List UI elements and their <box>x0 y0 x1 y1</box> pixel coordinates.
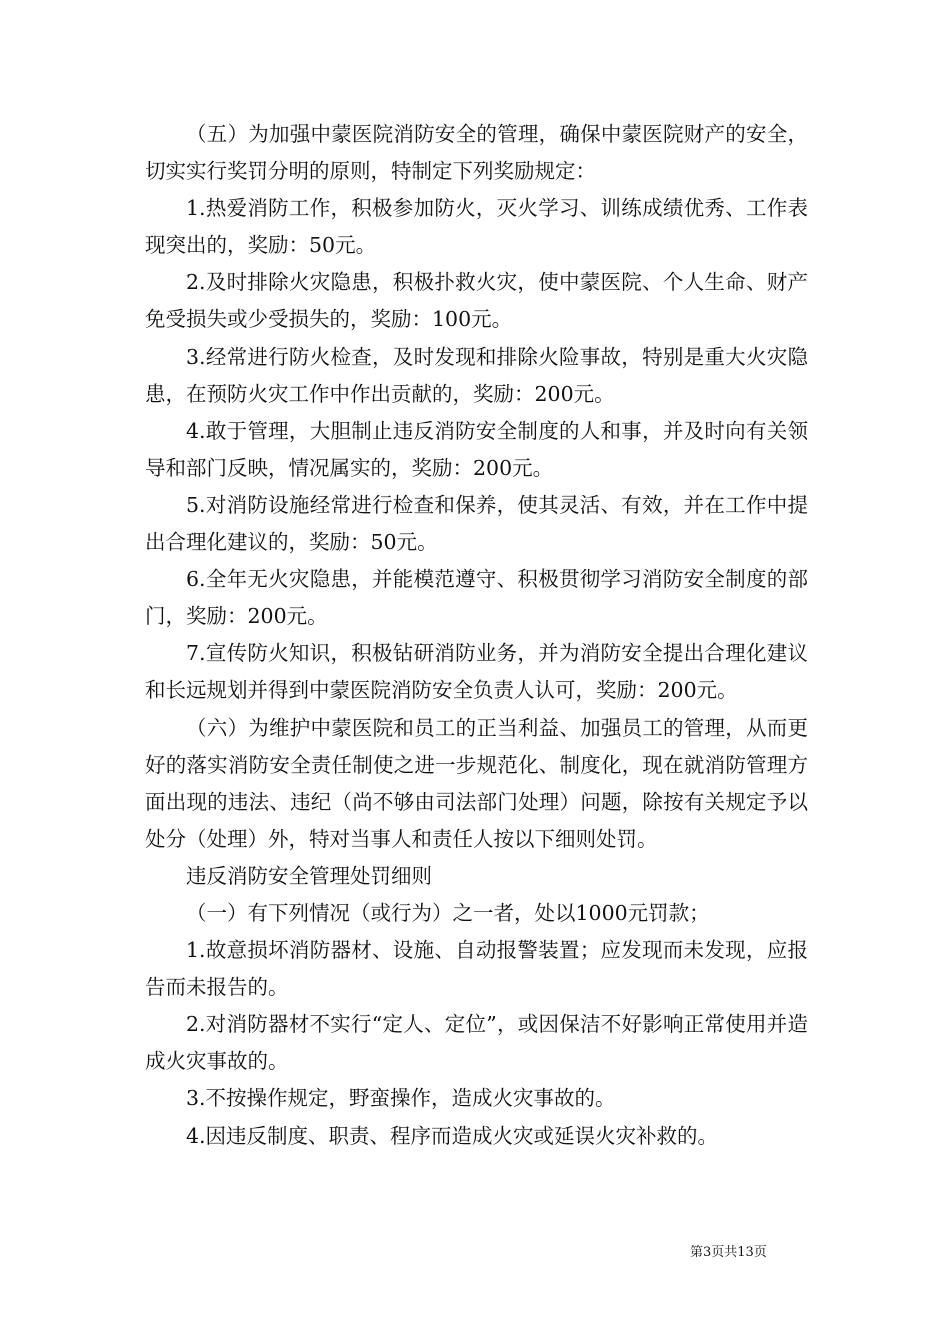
paragraph-reward-item-1: 1.热爱消防工作，积极参加防火，灭火学习、训练成绩优秀、工作表现突出的，奖励：50元。 <box>145 196 808 258</box>
paragraph-penalty-item-1: 1.故意损坏消防器材、设施、自动报警装置；应发现而未发现，应报告而未报告的。 <box>145 938 808 1000</box>
paragraph-penalty-clause-1: （一）有下列情况（或行为）之一者，处以1000元罚款； <box>186 900 710 925</box>
paragraph-section-5-intro: （五）为加强中蒙医院消防安全的管理，确保中蒙医院财产的安全，切实实行奖罚分明的原则，特制定下列奖励规定： <box>145 122 808 184</box>
paragraph-penalty-item-3: 3.不按操作规定，野蛮操作，造成火灾事故的。 <box>186 1086 616 1111</box>
document-body <box>145 116 808 1155</box>
paragraph-reward-item-7: 7.宣传防火知识，积极钻研消防业务，并为消防安全提出合理化建议和长远规划并得到中蒙医院消防安全负责人认可，奖励：200元。 <box>145 641 808 703</box>
paragraph-section-6-intro: （六）为维护中蒙医院和员工的正当利益、加强员工的管理，从而更好的落实消防安全责任制使之进一步规范化、制度化，现在就消防管理方面出现的违法、违纪（尚不够由司法部门处理）问题，除按有关规定予以处分（处理）外，特对当事人和责任人按以下细则处罚。 <box>145 715 808 851</box>
paragraph-reward-item-3: 3.经常进行防火检查，及时发现和排除火险事故，特别是重大火灾隐患，在预防火灾工作中作出贡献的，奖励：200元。 <box>145 344 808 406</box>
paragraph-penalty-item-4: 4.因违反制度、职责、程序而造成火灾或延误火灾补救的。 <box>186 1123 719 1148</box>
paragraph-penalty-item-2: 2.对消防器材不实行“定人、定位”，或因保洁不好影响正常使用并造成火灾事故的。 <box>145 1012 808 1074</box>
paragraph-reward-item-6: 6.全年无火灾隐患，并能模范遵守、积极贯彻学习消防安全制度的部门，奖励：200元。 <box>145 567 808 629</box>
page-number-footer: 第3页共13页 <box>690 1245 767 1260</box>
paragraph-reward-item-2: 2.及时排除火灾隐患，积极扑救火灾，使中蒙医院、个人生命、财产免受损失或少受损失的，奖励：100元。 <box>145 270 808 332</box>
paragraph-reward-item-5: 5.对消防设施经常进行检查和保养，使其灵活、有效，并在工作中提出合理化建议的，奖励：50元。 <box>145 492 808 555</box>
paragraph-reward-item-4: 4.敢于管理，大胆制止违反消防安全制度的人和事，并及时向有关领导和部门反映，情况属实的，奖励：200元。 <box>145 418 808 480</box>
section-heading-penalty-rules: 违反消防安全管理处罚细则 <box>186 863 432 888</box>
